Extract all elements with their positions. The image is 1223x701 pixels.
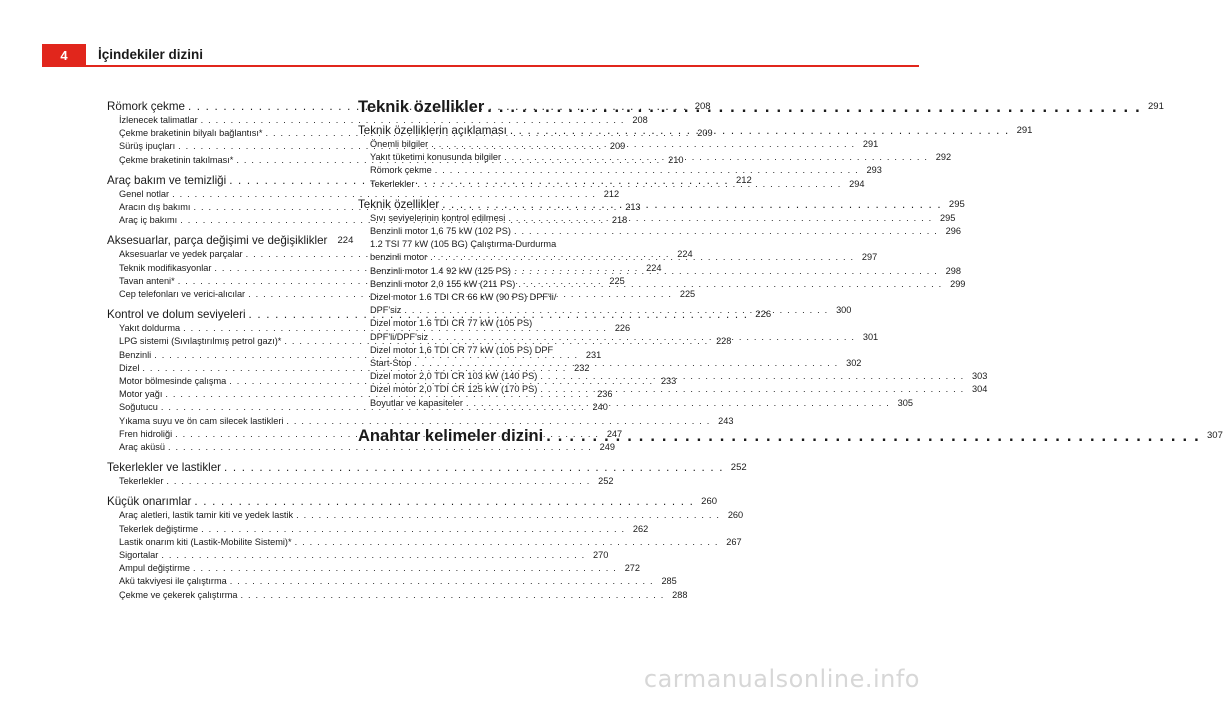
toc-entry-title: Çekme ve çekerek çalıştırma [119,589,238,600]
toc-entry[interactable] [107,536,742,549]
toc-entry-title: Aracın dış bakımı [119,202,191,213]
toc-entry-title: Benzinli [119,349,152,360]
toc-entry-title: Sürüş ipuçları [119,141,176,152]
toc-page-number: 272 [624,563,641,574]
toc-entry-title: Sigortalar [119,550,159,561]
toc-entry[interactable] [358,164,882,177]
toc-entry-title: Kontrol ve dolum seviyeleri [107,308,246,322]
toc-page-number: 224 [337,235,354,247]
toc-page-number: 270 [593,550,609,561]
toc-entry-title: Araç bakım ve temizliği [107,173,227,187]
dot-leader [193,562,617,575]
dot-leader [487,97,1141,117]
toc-page-number: 209 [697,128,713,139]
dot-leader [540,383,964,396]
toc-page-number: 209 [609,141,626,152]
toc-entry[interactable] [107,441,616,454]
toc-page-number: 292 [935,152,952,163]
toc-entry-title: Çekme braketinin bilyalı bağlantısı* [119,128,263,139]
toc-entry-title: Dizel [119,362,140,373]
toc-page-number: 224 [646,262,662,273]
toc-entry-title: Tavan anteni* [119,275,175,286]
dot-leader [442,198,942,212]
toc-entry[interactable] [358,357,862,370]
header-rule [42,65,919,67]
toc-page-number: 291 [1016,125,1033,136]
toc-entry-title: Cep telefonları ve verici-alıcılar [119,289,246,300]
toc-page-number: 224 [677,249,693,260]
toc-entry-line: 1.2 TSI 77 kW (105 BG) Çalıştırma-Durdurma [370,239,557,250]
toc-page-number: 226 [755,309,772,321]
page-title: İçindekiler dizini [98,47,204,62]
toc-entry-title: Fren hidroliği [119,428,173,439]
toc-page-number: 252 [598,476,614,487]
dot-leader [224,461,724,475]
toc-page-number: 225 [679,289,696,300]
toc-entry-title: Aksesuarlar ve yedek parçalar [119,249,243,260]
dot-leader [510,124,1010,138]
toc-page-number: 212 [735,174,752,186]
toc-entry-title: Araç iç bakımı [119,215,178,226]
dot-leader [230,575,654,588]
dot-leader [518,278,942,291]
toc-page-number: 288 [672,589,688,600]
dot-leader [161,549,585,562]
dot-leader [414,357,838,370]
toc-entry-title: Dizel motor 2,0 TDI CR 103 kW (140 PS) [370,371,538,382]
dot-leader [546,426,1200,446]
toc-page-number: 305 [897,397,913,408]
toc-page-number: 213 [625,202,641,213]
toc-entry-title: Lastik onarım kiti (Lastik-Mobilite Sistemi)* [119,536,292,547]
toc-page-number: 233 [660,376,677,387]
toc-entry-title: Küçük onarımlar [107,495,192,509]
toc-entry-title: Soğutucu [119,402,158,413]
toc-entry[interactable] [107,523,649,536]
toc-entry-title: Teknik özelliklerin açıklaması [358,124,507,137]
dot-leader [295,536,719,549]
toc-entry-title: Araç aletleri, lastik tamir kiti ve yedek lastik [119,510,294,521]
toc-entry-title: DPF'siz [370,305,402,316]
dot-leader [514,265,938,278]
toc-page-number: 301 [862,331,879,342]
toc-entry-title: Çekme braketinin takılması* [119,154,234,165]
toc-entry-title: Yıkama suyu ve ön cam silecek lastikleri [119,415,284,426]
toc-entry-title: Önemli bilgiler [370,139,429,149]
toc-entry[interactable] [107,562,641,575]
toc-page-number: 249 [599,442,616,453]
toc-entry[interactable] [107,475,614,488]
toc-page-number: 294 [849,178,865,189]
toc-page-number: 225 [609,275,625,286]
dot-leader [514,225,938,238]
toc-entry[interactable] [107,509,744,522]
toc-page-number: 252 [730,462,747,474]
toc-entry[interactable] [107,589,688,602]
toc-page-number: 226 [614,323,631,334]
toc-entry-title: Boyutlar ve kapasiteler [370,397,463,408]
dot-leader [431,331,855,344]
toc-entry-title: Araç aküsü [119,442,165,453]
toc-entry[interactable] [107,549,609,562]
toc-entry-line: Dizel motor 1.6 TDI CR 66 kW (90 PS) DPF'li/ [370,292,557,303]
toc-entry-title: Teknik özellikler [358,98,485,116]
toc-entry-title: Akü takviyesi ile çalıştırma [119,576,227,587]
toc-entry-title: Sıvı seviyelerinin kontrol edilmesi [370,212,506,223]
toc-entry[interactable] [358,225,961,238]
toc-entry-title: LPG sistemi (Sıvılaştırılmış petrol gazı)* [119,336,282,347]
toc-page-number: 260 [701,496,718,508]
toc-section[interactable] [107,234,354,248]
toc-page-number: 267 [726,536,742,547]
dot-leader [431,138,855,151]
toc-entry-title: benzinli motor [370,252,428,263]
dot-leader [240,589,664,602]
toc-entry-title: Tekerlekler [370,178,415,189]
toc-entry-title: Genel notlar [119,188,170,199]
toc-page-number: 232 [574,362,590,373]
toc-entry-title: Start-Stop [370,358,412,369]
toc-entry-title: Tekerlekler ve lastikler [107,461,222,475]
toc-entry-title: Tekerlek değiştirme [119,523,199,534]
toc-page-number: 307 [1207,429,1223,441]
toc-entry-title: Benzinli motor 1.4 92 kW (125 PS) [370,265,511,276]
toc-entry-title: Aksesuarlar, parça değişimi ve değişiklikler [107,234,328,248]
toc-entry-title: Motor bölmesinde çalışma [119,376,227,387]
toc-page-number: 260 [727,510,744,521]
toc-entry-title: Benzinli motor 2,0 155 kW (211 PS) [370,278,516,289]
toc-entry[interactable] [107,114,648,127]
toc-entry-line: Dizel motor 1.6 TDI CR 77 kW (105 PS) [370,318,533,329]
toc-page-number: 228 [716,336,732,347]
toc-page-number: 304 [972,384,988,395]
toc-page-number: 210 [668,154,684,165]
toc-page-number: 291 [1148,101,1164,112]
toc-page-number: 240 [592,402,608,413]
toc-page-number: 291 [862,139,879,149]
toc-entry-title: Teknik özellikler [358,197,440,211]
toc-entry-title: DPF'li/DPF'siz [370,331,429,342]
toc-entry-title: İzlenecek talimatlar [119,115,198,125]
dot-leader [430,251,854,264]
toc-page-number: 298 [945,265,961,276]
toc-entry-title: Yakıt tüketimi konusunda bilgiler [370,152,502,163]
toc-page-number: 295 [948,198,965,210]
toc-page-number: 208 [632,115,648,125]
toc-entry-line: Dizel motor 1,6 TDI CR 77 kW (105 PS) DPF [370,344,554,355]
toc-entry-title: Anahtar kelimeler dizini [358,426,544,445]
toc-page-number: 293 [866,165,882,176]
dot-leader [508,212,932,225]
toc-page-number: 295 [940,212,956,223]
toc-page-number: 296 [945,226,961,237]
toc-page-number: 262 [632,523,649,534]
toc-section[interactable] [107,495,718,509]
toc-entry-title: Römork çekme [107,100,185,113]
toc-entry[interactable] [107,415,734,428]
toc-entry[interactable] [107,188,620,201]
toc-entry[interactable] [107,575,677,588]
toc-entry-title: Yakıt doldurma [119,323,181,334]
toc-page-number: 208 [694,101,711,112]
toc-page-number: 236 [597,389,613,400]
toc-page-number: 243 [718,415,734,426]
toc-page-number: 297 [861,252,878,263]
dot-leader [296,509,720,522]
toc-page-number: 218 [611,215,628,226]
dot-leader [466,397,890,410]
toc-entry-title: Tekerlekler [119,476,164,487]
toc-page-number: 247 [606,428,623,439]
dot-leader [540,370,964,383]
toc-entry-title: Römork çekme [370,165,432,176]
toc-page-number: 300 [836,305,852,316]
toc-page-number: 302 [846,358,862,369]
toc-section[interactable] [107,461,747,475]
toc-page-number: 299 [950,278,966,289]
toc-entry-title: Teknik modifikasyonlar [119,262,212,273]
watermark: carmanualsonline.info [643,665,920,693]
dot-leader [194,495,694,509]
dot-leader [404,304,828,317]
toc-entry-title: Benzinli motor 1,6 75 kW (102 PS) [370,226,511,237]
toc-page-number: 303 [972,371,988,382]
toc-page-number: 231 [585,349,602,360]
toc-entry-title: Ampul değiştirme [119,563,190,574]
toc-entry-title: Dizel motor 2,0 TDI CR 125 kW (170 PS) [370,384,538,395]
dot-leader [201,523,625,536]
dot-leader [166,475,590,488]
page-number: 4 [42,44,86,66]
dot-leader [435,164,859,177]
toc-page-number: 212 [603,188,620,199]
toc-entry-title: Motor yağı [119,389,163,400]
dot-leader [417,178,841,191]
dot-leader [504,151,928,164]
toc-page-number: 285 [661,576,677,587]
